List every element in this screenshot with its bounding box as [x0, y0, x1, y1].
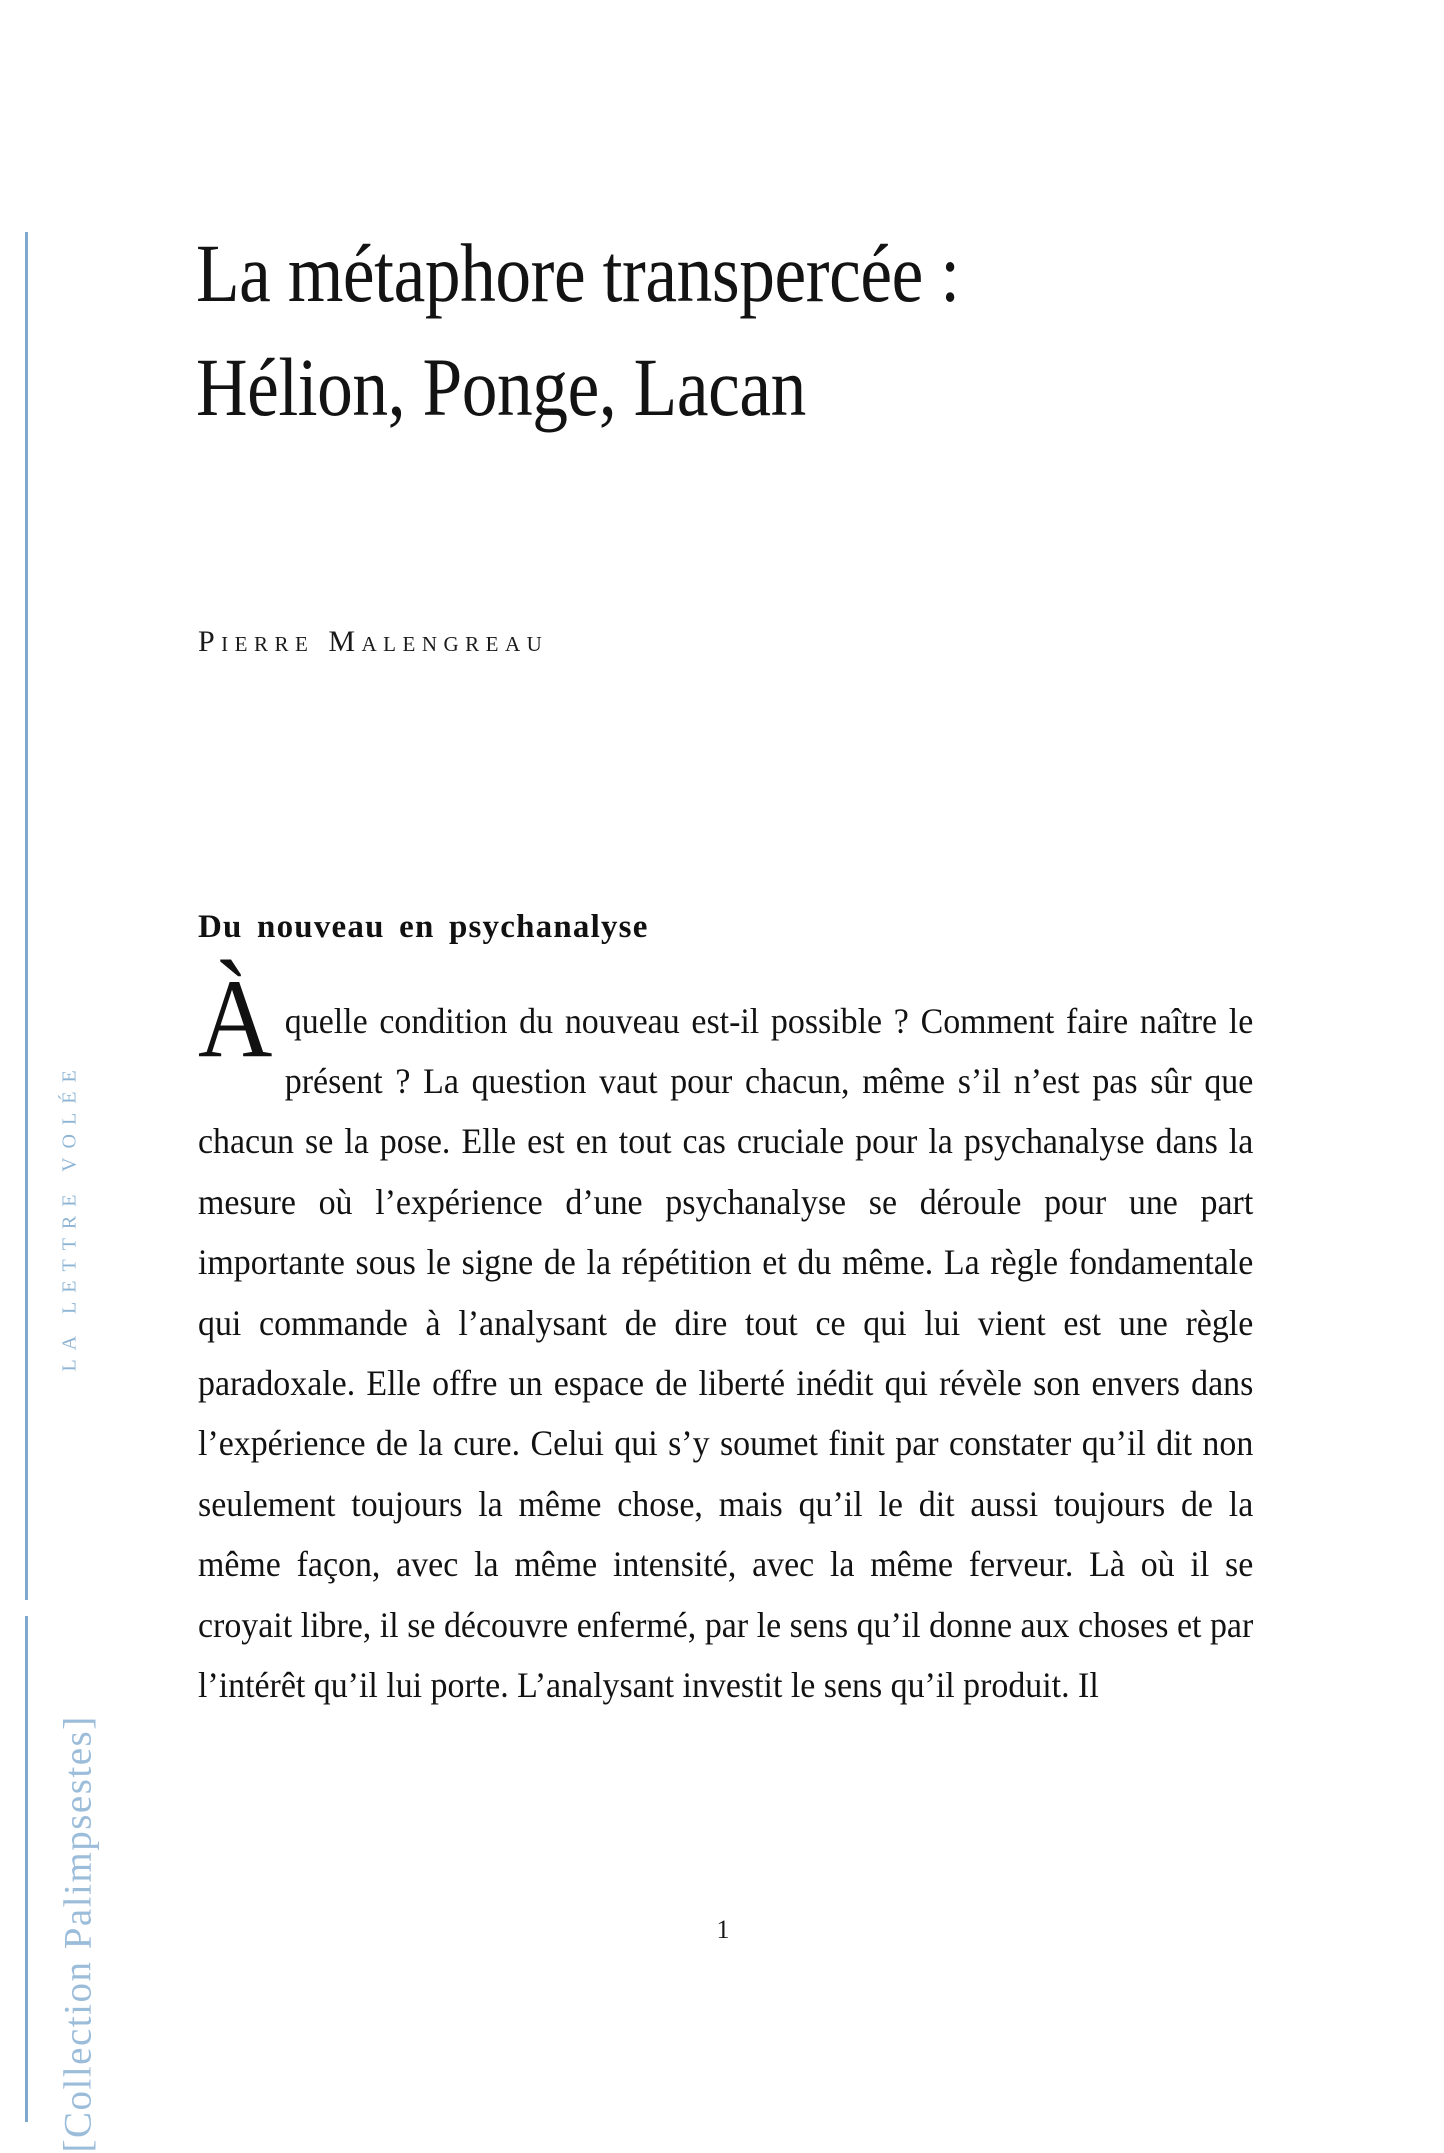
page-number: 1 — [716, 1915, 731, 1944]
drop-cap: À — [198, 957, 273, 1081]
spine-rule-gap — [23, 1600, 30, 1616]
collection-label: [Collection Palimpsestes] — [56, 1715, 100, 2153]
page-title-line-1: La métaphore transpercée : — [196, 226, 960, 319]
publisher-imprint-label: LA LETTRE VOLÉE — [58, 1061, 81, 1372]
body-text-block — [198, 955, 1253, 1751]
page-title — [196, 216, 1151, 445]
author-byline: Pierre Malengreau — [198, 625, 549, 658]
body-paragraph: quelle condition du nouveau est-il possible ? Comment faire naître le présent ? La question vaut pour chacun, même s’il n’est pas sûr que chacun se la pose. Elle est en tout cas cruciale pour la psychanalyse dans la mesure où l’expérience d’une psychanalyse se déroule pour une part importante sous le signe de la répétition et du même. La règle fondamentale qui commande à l’analysant de dire tout ce qui lui vient est une règle paradoxale. Elle offre un espace de liberté inédit qui révèle son envers dans l’expérience de la cure. Celui qui s’y soumet finit par constater qu’il dit non seulement toujours la même chose, mais qu’il le dit aussi toujours de la même façon, avec la même intensité, avec la même ferveur. Là où il se croyait libre, il se découvre enfermé, par le sens qu’il donne aux choses et par l’intérêt qu’il lui porte. L’analysant investit le sens qu’il produit. Il — [198, 1000, 1254, 1705]
spine-rule — [25, 232, 28, 2122]
page-title-line-2: Hélion, Ponge, Lacan — [196, 341, 806, 434]
spine-sidebar — [0, 0, 130, 2153]
section-heading: Du nouveau en psychanalyse — [198, 909, 649, 946]
